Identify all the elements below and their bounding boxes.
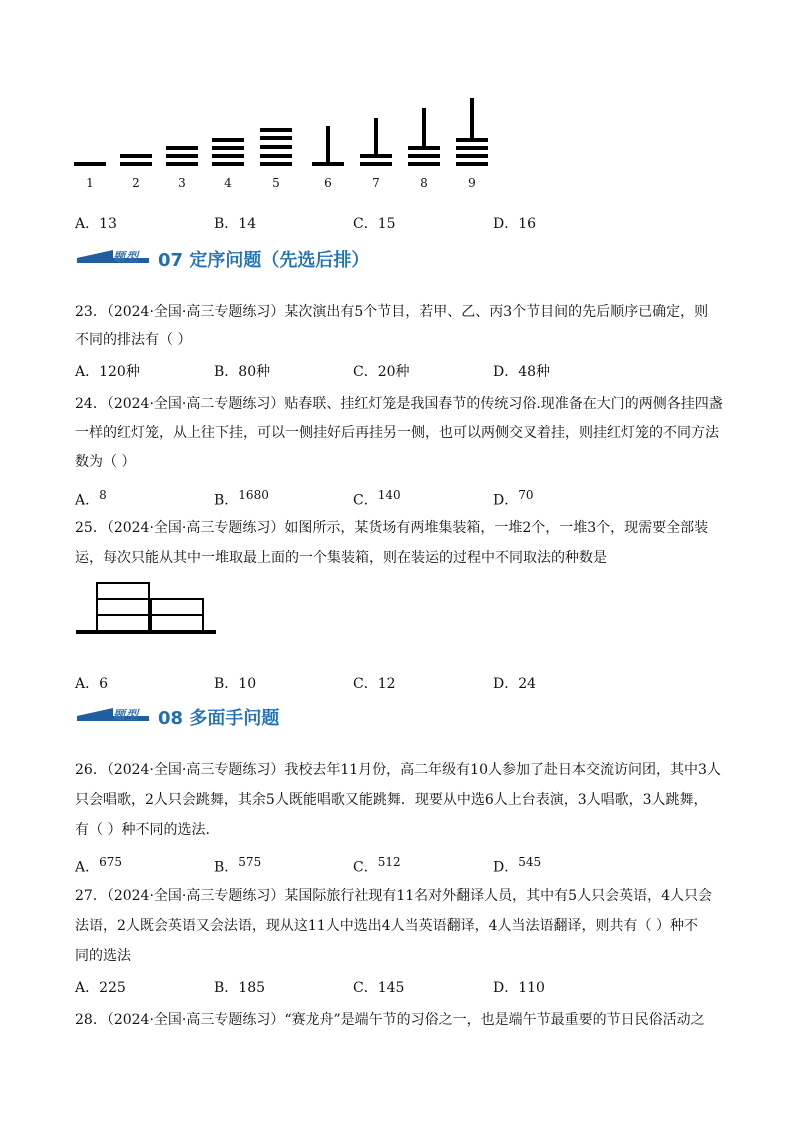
rod-bar bbox=[166, 162, 198, 166]
option-c: C．20种 bbox=[353, 364, 410, 380]
rod-bar bbox=[120, 154, 152, 158]
question-line: 25．（2024·全国·高三专题练习）如图所示，某货场有两堆集装箱，一堆2个，一堆3个，现需要全部装 bbox=[75, 520, 709, 536]
rod-bar bbox=[260, 136, 292, 140]
rod-bar bbox=[120, 162, 152, 166]
rod-stem bbox=[470, 98, 474, 140]
rod-bar bbox=[212, 162, 244, 166]
question-line: 只会唱歌，2人只会跳舞，其余5人既能唱歌又能跳舞．现要从中选6人上台表演，3人唱歌，3人跳舞， bbox=[75, 792, 708, 808]
option-c bbox=[353, 485, 401, 511]
section-title: 07 定序问题（先选后排） bbox=[158, 250, 370, 271]
container-stacks-figure bbox=[76, 578, 216, 636]
question-line: 26．（2024·全国·高三专题练习）我校去年11月份，高二年级有10人参加了赴日本交流访问团，其中3人 bbox=[75, 762, 721, 778]
rod-bar bbox=[260, 128, 292, 132]
question-line: 28．（2024·全国·高三专题练习）“赛龙舟”是端午节的习俗之一，也是端午节最重要的节日民俗活动之 bbox=[75, 1012, 705, 1028]
question-line: 法语，2人既会英语又会法语，现从这11人中选出4人当英语翻译，4人当法语翻译，则共有（ ）种不 bbox=[75, 918, 698, 934]
section-badge bbox=[77, 250, 157, 266]
option-d: D．48种 bbox=[493, 364, 551, 380]
question-line: 23．（2024·全国·高三专题练习）某次演出有5个节目，若甲、乙、丙3个节目间的先后顺序已确定，则 bbox=[75, 304, 709, 320]
option-letter: C． bbox=[353, 859, 378, 876]
rod-label: 7 bbox=[372, 176, 380, 190]
option-a bbox=[75, 485, 107, 511]
question-line: 有（ ）种不同的选法. bbox=[75, 822, 210, 838]
option-b: B．80种 bbox=[214, 364, 271, 380]
option-c: C．12 bbox=[353, 676, 396, 692]
option-value: 675 bbox=[99, 855, 123, 869]
question-line: 27．（2024·全国·高三专题练习）某国际旅行社现有11名对外翻译人员，其中有5人只会英语，4人只会 bbox=[75, 888, 712, 904]
question-line: 不同的排法有（ ） bbox=[75, 332, 192, 348]
rod-bar bbox=[408, 162, 440, 166]
option-b: B．14 bbox=[214, 216, 257, 232]
option-b bbox=[214, 485, 269, 511]
option-d: D．110 bbox=[493, 980, 545, 996]
rod-label: 6 bbox=[324, 176, 332, 190]
option-a: A．6 bbox=[75, 676, 109, 692]
option-letter: D． bbox=[493, 859, 519, 876]
rod-bar bbox=[260, 162, 292, 166]
rod-label: 1 bbox=[86, 176, 94, 190]
question-line: 24．（2024·全国·高二专题练习）贴春联、挂红灯笼是我国春节的传统习俗.现准备在大门的两侧各挂四盏 bbox=[75, 396, 723, 412]
option-a: A．225 bbox=[75, 980, 126, 996]
rod-numeral-figure bbox=[70, 90, 510, 200]
question-line: 运，每次只能从其中一堆取最上面的一个集装箱，则在装运的过程中不同取法的种数是 bbox=[75, 550, 607, 566]
question-line: 一样的红灯笼，从上往下挂，可以一侧挂好后再挂另一侧，也可以两侧交叉着挂，则挂红灯笼的不同方法 bbox=[75, 425, 719, 441]
section-title: 08 多面手问题 bbox=[158, 708, 280, 729]
question-line: 数为（ ） bbox=[75, 454, 136, 470]
rod-label: 4 bbox=[224, 176, 232, 190]
rod-bar bbox=[166, 154, 198, 158]
rod-bar bbox=[74, 162, 106, 166]
option-c: C．145 bbox=[353, 980, 405, 996]
option-d: D．24 bbox=[493, 676, 537, 692]
option-a bbox=[75, 852, 122, 878]
rod-bar bbox=[408, 154, 440, 158]
option-a: A．13 bbox=[75, 216, 117, 232]
question-line: 同的选法 bbox=[75, 948, 131, 964]
rod-bar bbox=[456, 146, 488, 150]
rod-bar bbox=[260, 154, 292, 158]
option-value: 8 bbox=[99, 488, 107, 502]
option-value: 70 bbox=[518, 488, 534, 502]
option-a: A．120种 bbox=[75, 364, 140, 380]
rod-bar bbox=[456, 162, 488, 166]
option-letter: B． bbox=[214, 492, 239, 509]
rod-stem bbox=[374, 118, 378, 156]
rod-label: 3 bbox=[178, 176, 186, 190]
option-value: 512 bbox=[377, 855, 401, 869]
rod-bar bbox=[166, 146, 198, 150]
option-letter: A． bbox=[75, 492, 100, 509]
section-badge bbox=[77, 708, 157, 724]
rod-bar bbox=[456, 154, 488, 158]
option-b bbox=[214, 852, 261, 878]
rod-bar bbox=[212, 146, 244, 150]
section-badge-label: 题型 bbox=[113, 708, 140, 722]
option-value: 575 bbox=[238, 855, 262, 869]
section-badge-label: 题型 bbox=[113, 250, 140, 264]
rod-bar bbox=[260, 145, 292, 149]
option-value: 545 bbox=[518, 855, 542, 869]
ground-line bbox=[76, 630, 216, 634]
rod-bar bbox=[212, 154, 244, 158]
option-c bbox=[353, 852, 401, 878]
option-c: C．15 bbox=[353, 216, 396, 232]
option-b: B．10 bbox=[214, 676, 257, 692]
option-letter: B． bbox=[214, 859, 239, 876]
option-letter: C． bbox=[353, 492, 378, 509]
option-d: D．16 bbox=[493, 216, 537, 232]
rod-bar bbox=[360, 162, 392, 166]
rod-label: 5 bbox=[272, 176, 280, 190]
rod-stem bbox=[326, 126, 330, 164]
rod-stem bbox=[422, 108, 426, 148]
option-d bbox=[493, 852, 541, 878]
option-value: 140 bbox=[377, 488, 401, 502]
rod-label: 8 bbox=[420, 176, 428, 190]
rod-label: 9 bbox=[468, 176, 476, 190]
option-b: B．185 bbox=[214, 980, 266, 996]
option-d bbox=[493, 485, 534, 511]
option-value: 1680 bbox=[238, 488, 269, 502]
option-letter: D． bbox=[493, 492, 519, 509]
rod-label: 2 bbox=[132, 176, 140, 190]
option-letter: A． bbox=[75, 859, 100, 876]
rod-bar bbox=[212, 138, 244, 142]
